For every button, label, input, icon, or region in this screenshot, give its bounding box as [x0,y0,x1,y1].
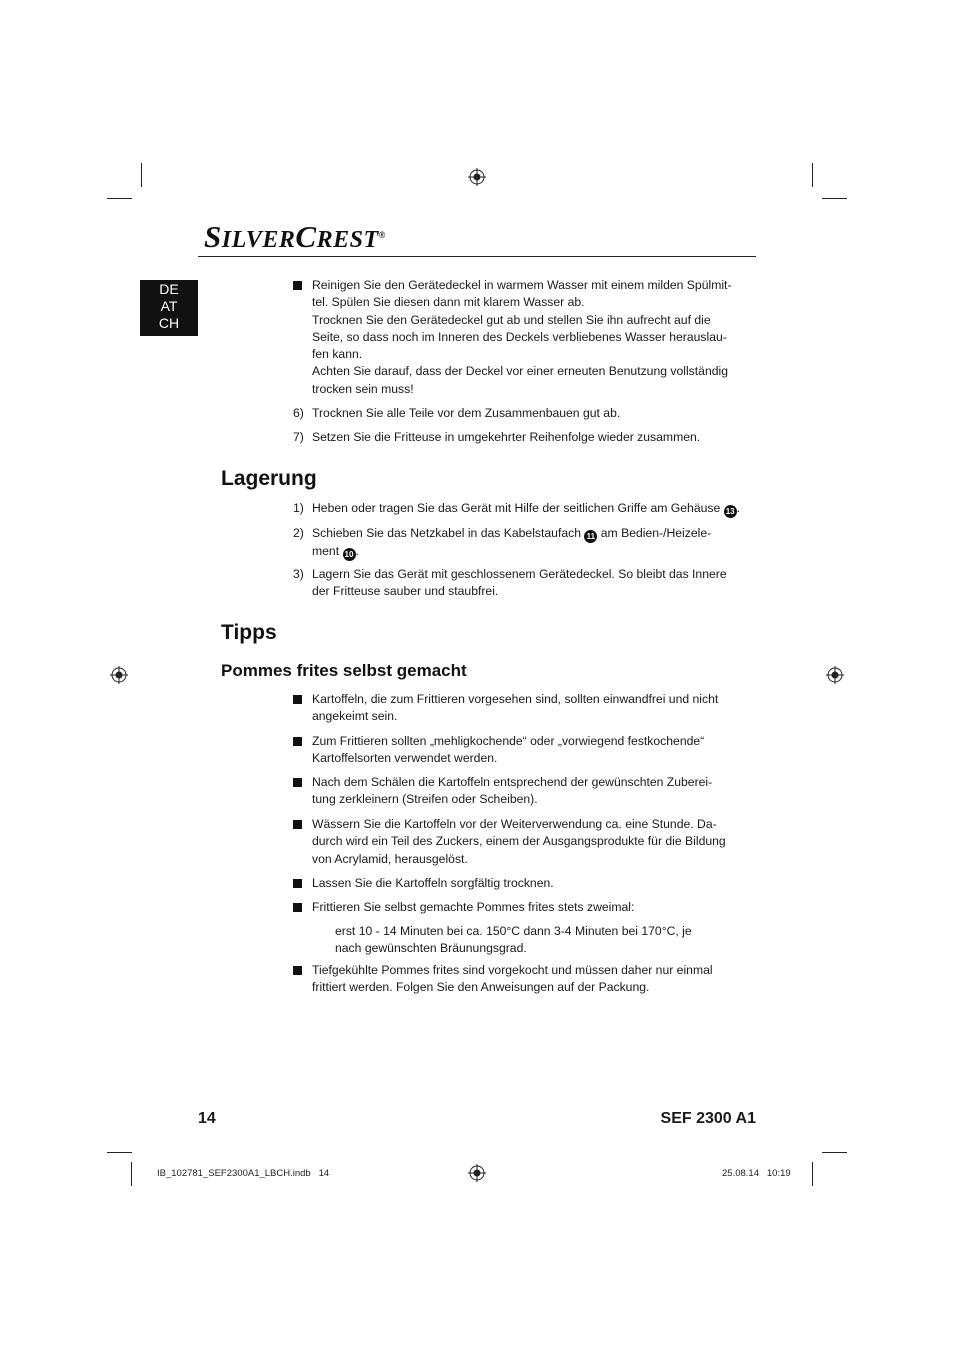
step-number: 6) [293,406,304,420]
text-line: Trocknen Sie den Gerätedeckel gut ab und stellen Sie ihn aufrecht auf die [312,312,711,327]
bullet-square [293,695,302,704]
bullet-square [293,879,302,888]
crop-mark [812,1162,813,1186]
registration-mark-icon [468,168,486,186]
lang-ch: CH [158,315,180,331]
reference-number-icon: 13 [724,505,737,518]
step-number: 7) [293,430,304,444]
bullet-square [293,737,302,746]
step-text: Trocknen Sie alle Teile vor dem Zusammenbauen gut ab. [312,406,621,420]
text-line: Seite, so dass noch im Inneren des Deckels verbliebenes Wasser herauslau- [312,329,727,344]
crop-mark [812,163,813,187]
crop-mark [822,1152,847,1153]
tip-bullet-text: Tiefgekühlte Pommes frites sind vorgekocht und müssen daher nur einmal frittiert werden. Folgen Sie den Anweisungen auf der Packung. [312,963,713,995]
reference-number-icon: 11 [584,530,597,543]
lang-de: DE [159,281,179,297]
registration-mark-icon [110,666,128,684]
reference-number-icon: 10 [343,548,356,561]
bullet-square [293,820,302,829]
crop-mark [107,198,132,199]
text-line: Achten Sie darauf, dass der Deckel vor einer erneuten Benutzung vollständig [312,364,728,379]
subheading-fries: Pommes frites selbst gemacht [221,661,467,680]
tip-bullet-text: Lassen Sie die Kartoffeln sorgfältig trocknen. [312,876,554,890]
tip-bullet-text: Nach dem Schälen die Kartoffeln entsprechend der gewünschten Zuberei- tung zerkleinern (Streifen oder Scheiben). [312,775,713,807]
bullet-square [293,903,302,912]
step-text: Schieben Sie das Netzkabel in das Kabelstaufach 11 am Bedien-/Heizele- ment 10 . [312,526,712,559]
bullet-square [293,966,302,975]
text-line: tel. Spülen Sie diesen dann mit klarem Wasser ab. [312,295,585,310]
crop-mark [107,1152,132,1153]
tip-indent-text: erst 10 - 14 Minuten bei ca. 150°C dann 3-4 Minuten bei 170°C, je nach gewünschten Bräunungsgrad. [335,924,692,956]
print-slug-date: 25.08.14 10:19 [722,1168,791,1179]
crop-mark [131,1162,132,1186]
cleaning-bullet-text [312,277,752,398]
bullet-square [293,281,302,290]
tip-bullet-text: Kartoffeln, die zum Frittieren vorgesehen sind, sollten einwandfrei und nicht angekeimt sein. [312,692,719,724]
section-heading-tips: Tipps [221,621,277,644]
brand-logo: SILVERCREST® [204,219,386,254]
bullet-square [293,778,302,787]
tip-bullet-text: Wässern Sie die Kartoffeln vor der Weiterverwendung ca. eine Stunde. Da- durch wird ein Teil des Zuckers, einem der Ausgangsprodukte für die Bildung von Acrylamid, herausgelöst. [312,817,726,866]
tip-bullet-text: Frittieren Sie selbst gemachte Pommes frites stets zweimal: [312,900,635,914]
section-heading-storage: Lagerung [221,467,317,490]
step-text: Setzen Sie die Fritteuse in umgekehrter Reihenfolge wieder zusammen. [312,430,701,444]
page-number: 14 [198,1110,216,1127]
registration-mark-icon [826,666,844,684]
model-number: SEF 2300 A1 [660,1110,756,1127]
crop-mark [141,163,142,187]
tip-bullet-text: Zum Frittieren sollten „mehligkochende“ oder „vorwiegend festkochende“ Kartoffelsorten verwendet werden. [312,734,705,766]
registration-mark-icon [468,1164,486,1182]
step-text: Lagern Sie das Gerät mit geschlossenem Gerätedeckel. So bleibt das Innere der Fritteuse sauber und staubfrei. [312,567,727,599]
step-text: Heben oder tragen Sie das Gerät mit Hilfe der seitlichen Griffe am Gehäuse 13 . [312,501,741,516]
step-number: 2) [293,526,304,540]
step-number: 3) [293,567,304,581]
print-slug-file: IB_102781_SEF2300A1_LBCH.indb 14 [157,1168,330,1179]
text-line: Reinigen Sie den Gerätedeckel in warmem Wasser mit einem milden Spülmit- [312,278,732,292]
language-tab [140,280,198,336]
text-line: trocken sein muss! [312,381,414,396]
step-number: 1) [293,501,304,515]
crop-mark [822,198,847,199]
lang-at: AT [160,298,178,314]
header-rule [198,256,756,257]
text-line: fen kann. [312,347,363,362]
